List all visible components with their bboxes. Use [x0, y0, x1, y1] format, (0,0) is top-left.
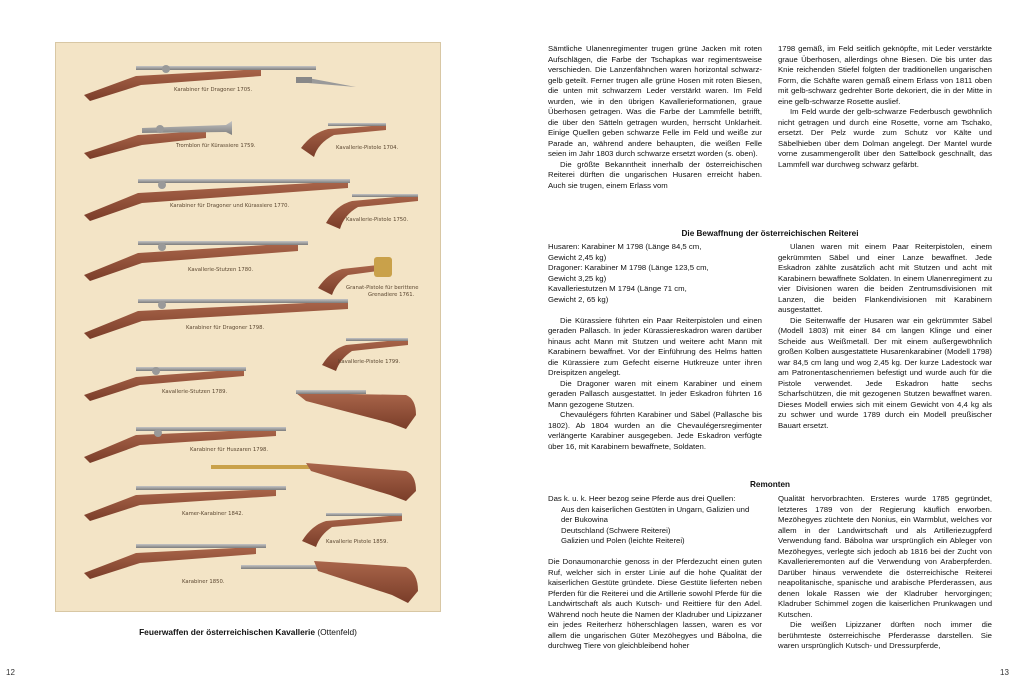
- weapon-label: Kavallerie-Pistole 1704.: [336, 145, 399, 151]
- weapon-label: Kavallerie Pistole 1859.: [326, 539, 389, 545]
- pistol-1750-illustration: [326, 194, 418, 229]
- paragraph: Die weißen Lipizzaner dürften noch immer die berühmteste österreichische Pferderasse darstellen. Sie waren ursprünglich Kutsch- und Dressurpferde,: [778, 620, 992, 650]
- weapon-label: Kavallerie-Stutzen 1789.: [162, 389, 228, 395]
- horse-source-item: Galizien und Polen (leichte Reiterei): [561, 536, 685, 545]
- paragraph: Die Seitenwaffe der Husaren war ein gekrümmter Säbel (Modell 1803) mit einer 84 cm langen Klinge und einer Scheide aus Weißmetall. Der mit einem außergewöhnlich großen Kolben ausgestattete Husarenkarabiner (Modell 1798) war 84,5 cm lang und wog 2,45 kg. Der kurze Ladestock war am Patronentaschenriemen befestigt und wurde auch für die Pistole verwendet. Jede Eskadron hatte sechs Scharfschützen, die mit gezogenen Stutzen bewaffnet waren. Dieses Modell erwies sich mit einem Gewicht von 4,4 kg als zu schwer und wurde 1789 durch ein Modell preußischer Bauart ersetzt.: [778, 315, 992, 430]
- horse-sources-list: [548, 505, 762, 547]
- plate-caption: [55, 627, 441, 637]
- caption-title: Feuerwaffen der österreichischen Kavallerie: [139, 627, 316, 637]
- weapon-label: Karabiner für Huszaren 1798.: [190, 447, 269, 453]
- paragraph: Die Kürassiere führten ein Paar Reiterpistolen und einen geraden Pallasch. In jeder Kürassiereskadron waren darüber hinaus acht Mann mit Stutzen und weitere acht Mann mit Karabinern bewaffnet. Vor der Einführung des Helms hatten die Kürassiere zum Gefecht eiserne Hutkreuze unter ihren Dreispitzen angelegt.: [548, 315, 762, 377]
- weapon-label: Karabiner für Dragoner 1705.: [174, 87, 253, 93]
- weapons-list-line: Gewicht 3,25 kg): [548, 273, 607, 283]
- weapons-list-line: Gewicht 2,45 kg): [548, 252, 607, 262]
- weapons-list-line: Kavalleriestutzen M 1794 (Länge 71 cm,: [548, 284, 687, 293]
- paragraph: 1798 gemäß, im Feld seitlich geknöpfte, mit Leder verstärkte graue Überhosen, allerdings ohne Biesen. Die bis unter das Knie reichenden Stiefel folgten der traditionellen ungarischen Form, die Schäfte waren gemäß einem Erlass von 1811 oben mit gelb-schwarz gedrehter Borte dekoriert, die in der Mitte in eine gelb-schwarze Rosette auslief.: [778, 44, 992, 106]
- column-armament-2: [778, 242, 992, 431]
- column-uniforms-2: [778, 44, 992, 170]
- carbine-right-1850-illustration: [241, 561, 418, 603]
- firearms-plate: [55, 42, 441, 612]
- caption-credit: (Ottenfeld): [315, 627, 357, 637]
- column-remounts-1: [548, 494, 762, 652]
- paragraph: Die Dragoner waren mit einem Karabiner und einem geraden Pallasch ausgestattet. In jeder Eskadron führten 16 Mann gezogene Stutzen.: [548, 378, 762, 409]
- weapons-list-line: Dragoner: Karabiner M 1798 (Länge 123,5 cm,: [548, 263, 709, 272]
- weapons-list-line: Gewicht 2, 65 kg): [548, 294, 609, 304]
- column-armament-1: [548, 242, 762, 452]
- weapon-label: Kamer-Karabiner 1842.: [182, 511, 244, 517]
- hussar-carbine-1798-illustration: [84, 427, 286, 463]
- section-heading-remounts: Remonten: [749, 480, 791, 489]
- section-heading-armament: Die Bewaffnung der österreichischen Reiterei: [681, 229, 859, 238]
- pistol-1799-illustration: [322, 338, 408, 371]
- weapon-label: Kavallerie-Pistole 1750.: [346, 217, 409, 223]
- paragraph: Qualität hervorbrachten. Ersteres wurde 1785 gegründet, letzteres 1789 von der Regierung käuflich erworben. Mezöhegyes züchtete den Nonius, ein Warmblut, welches vor allem in der Landwirtschaft und als Artilleriezugpferd Verwendung fand. Bábolna war ursprünglich ein Ableger von Mezöhegyes, verlegte sich jedoch ab 1816 bei der Zucht von Kavallerieremonten auf die Verwendung von Araberpferden. Darüber hinaus verwendete die österreichische Reiterei neapolitanische, spanische und arabische Pferderassen, aus denen lokale Rassen wie der Kladruber hervorgingen; Kladruber Schimmel zogen die kaiserlichen Prunkwagen und Kutschen.: [778, 494, 992, 619]
- tromblon-1759-illustration: [84, 121, 232, 159]
- weapon-label: Karabiner 1850.: [182, 579, 225, 585]
- paragraph: Ulanen waren mit einem Paar Reiterpistolen, einem gekrümmten Säbel und einer Lanze bewaffnet. Jede Eskadron zählte zusätzlich acht mit Stutzen und acht mit Karabinern bewaffnete Soldaten. In einem Ulanenregiment zu vier Divisionen waren die beiden Zentrumsdivisionen mit Lanzen, die beiden Flankendivisionen mit Karabinern ausgestattet.: [778, 242, 992, 314]
- weapon-label: Grenadiere 1761.: [368, 292, 415, 298]
- weapon-label: Tromblon für Kürassiere 1759.: [176, 143, 256, 149]
- column-remounts-2: [778, 494, 992, 652]
- large-carbine-illustration: [296, 390, 416, 429]
- carbine-1850-illustration: [84, 544, 266, 579]
- paragraph: Das k. u. k. Heer bezog seine Pferde aus drei Quellen:: [548, 494, 736, 503]
- paragraph: Im Feld wurde der gelb-schwarze Federbusch gewöhnlich nicht getragen und durch eine Rosette, vorne am Tschako, ersetzt. Der Pelz wurde zum Schutz vor Kälte und Säbelhieben über dem Dolman angelegt. Der Mantel wurde vorne zusammengerollt über den Sattelbock geschnallt, das Lammfell war durchweg schwarz gefärbt.: [778, 107, 992, 169]
- horse-source-item: Deutschland (Schwere Reiterei): [561, 525, 671, 535]
- weapons-list-line: Husaren: Karabiner M 1798 (Länge 84,5 cm,: [548, 242, 702, 251]
- carbine-1770-illustration: [84, 179, 350, 221]
- weapon-label: Kavallerie-Stutzen 1780.: [188, 267, 254, 273]
- horse-source-item: Aus den kaiserlichen Gestüten in Ungarn, Galizien und der Bukowina: [561, 504, 750, 524]
- weapon-label: Karabiner für Dragoner und Kürassiere 1770.: [170, 203, 290, 209]
- paragraph: Die größte Bekanntheit innerhalb der österreichischen Reiterei dürften die ungarischen Husaren erreicht haben. Auch sie trugen, einem Erlass vom: [548, 159, 762, 190]
- weapon-label: Granat-Pistole für berittene: [346, 285, 419, 291]
- stutzen-1780-illustration: [84, 241, 308, 281]
- weapon-label: Kavallerie-Pistole 1799.: [338, 359, 401, 365]
- pistol-1704-illustration: [301, 123, 386, 157]
- page-number-left: 12: [6, 668, 15, 677]
- paragraph: Die Donaumonarchie genoss in der Pferdezucht einen guten Ruf, welcher sich in erster Linie auf die hohe Qualität der kaiserlichen Gestüte gründete. Diese Gestüte lieferten neben Pferden für die Reiterei und die Artillerie sowohl Pferde für die Landwirtschaft als auch Kutsch- und Reittiere für den Adel. Während noch heute die Namen der Kladruber und Lipizzaner ein jedes Reiterherz höherschlagen lassen, waren es vor allem die ungarischen Güter Mezöhegyes und Bábolna, die durchweg Tiere von gleichbleibend hoher: [548, 557, 762, 650]
- carbine-1798-illustration: [84, 299, 348, 339]
- column-uniforms-1: [548, 44, 762, 191]
- page-number-right: 13: [1000, 668, 1009, 677]
- weapon-label: Karabiner für Dragoner 1798.: [186, 325, 265, 331]
- carbine-1705-illustration: [84, 65, 356, 101]
- firearms-illustration: [56, 43, 442, 613]
- stutzen-1789-illustration: [84, 367, 246, 401]
- weapons-list: [548, 242, 762, 305]
- paragraph: Chevaulégers führten Karabiner und Säbel (Pallasche bis 1802). Ab 1804 wurden an die Chevaulégersregimenter verlängerte Karabiner ausgegeben. Jede Eskadron verfügte über 16, mit Karabinern bewaffnete, Soldaten.: [548, 410, 762, 451]
- paragraph: Sämtliche Ulanenregimenter trugen grüne Jacken mit roten Aufschlägen, die Farbe der Tschapkas war regimentsweise verschieden. Die Lanzenfähnchen waren horizontal schwarz-gelb geteilt. Ferner trugen alle grüne Hosen mit roten Biesen, die unten mit schwarzem Leder verstärkt waren. Im Feld wurden, wie in den übrigen Kavallerieformationen, graue Überhosen getragen. Was die Farbe der Lammfelle betrifft, die über den Sätteln getragen wurden, herrscht Unklarheit. Einige Quellen geben schwarze Felle im Feld und weiße zur Parade an, während andere behaupten, die weißen Felle seien im Jahr 1803 durch schwarze ersetzt worden (s. oben).: [548, 44, 762, 158]
